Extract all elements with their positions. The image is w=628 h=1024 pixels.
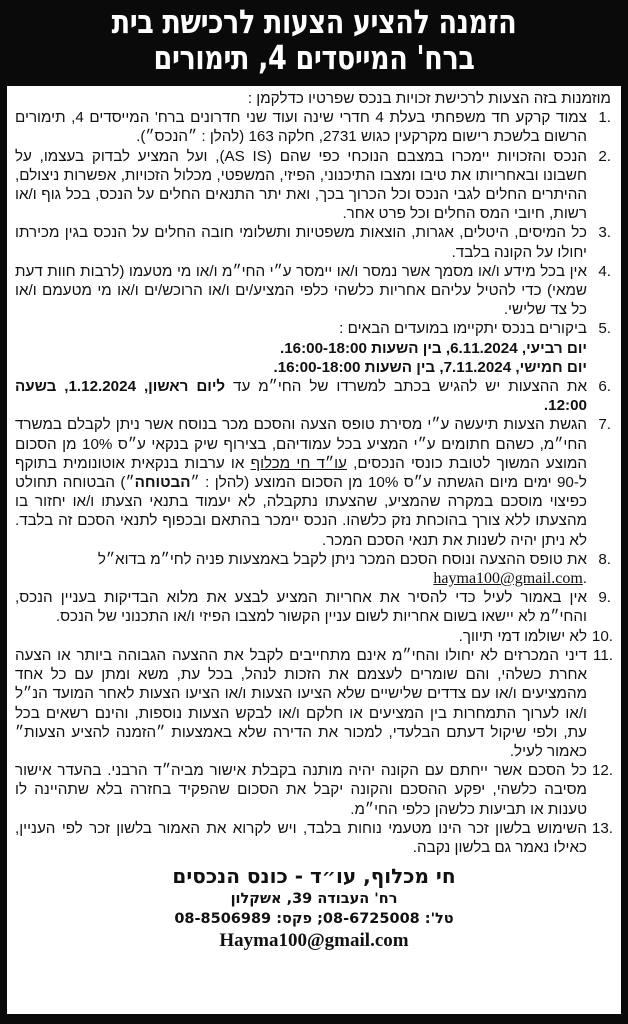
term-item-6	[15, 377, 613, 415]
term-item-9	[15, 588, 613, 626]
notice-header	[0, 0, 628, 86]
term-item-4	[15, 262, 613, 320]
item-text: הנכס והזכויות יימכרו במצבם הנוכחי כפי שהם (AS IS), ועל המציע לבדוק בעצמו, על חשבונו ובאחריותו את טיבו ומצבו התיכנוני, הפיזי, המשפטי, מכלול הזכויות, אפשרות ניצולם, ההיתרים החלים לגבי הנכס וכל הכרוך בכך, ואת יתר התנאים החלים על הנכס, בכל גוף ו/או רשות, חיובי המס החלים וכל פרט אחר.	[15, 147, 587, 223]
item-text: דיני המכרזים לא יחולו והחי״מ אינם מתחייבים לקבל את ההצעה הגבוהה ביותר או הצעה אחרת כשלהי, והם שומרים לעצמם את הזכות לנהל, בכל עת, משא ומתן עם כל אחד מהמציעים ו/או עם צדדים שלישיים שלא הציעו הצעות ו/או הציעו הצעות לאחר המועד הנ״ל ו/או לערוך התמחרות בין המציעים או חלקם ו/או לבקש הצעות נוספות, והינם רשאים בכל עת, ולפי שיקול דעתם הבלעדי, למכור את הדירה שלא באמצעות ״הזמנה להציע הצעות״ כאמור לעיל.	[15, 646, 587, 760]
notice-body	[7, 86, 621, 1014]
term-item-12	[15, 761, 613, 819]
deadline-text: ליום ראשון, 1.12.2024, בשעה 12:00.	[15, 378, 587, 415]
item-text: לא ישולמו דמי תיווך.	[458, 627, 587, 645]
item-number: 6.	[598, 378, 611, 396]
item-number: 1.	[598, 109, 611, 127]
item-text: כל הסכם אשר ייחתם עם הקונה יהיה מותנה בקבלת אישור מביה״ד הרבני. בהעדר אישור מסיבה כלשהי, יפקע ההסכם והקונה יקבל את הסכום שהפקיד בחזרה בלא שתהיינה לו טענות או תביעות כלשהן כלפי החי״מ.	[15, 762, 587, 818]
term-item-8	[15, 550, 613, 588]
contact-email-link[interactable]: hayma100@gmail.com	[433, 570, 583, 588]
item-number: 13.	[591, 819, 613, 837]
title-line-1: הזמנה להציע הצעות לרכישת בית	[111, 2, 517, 41]
item-text: את טופס ההצעה ונוסח הסכם המכר ניתן לקבל באמצעות פניה לחי״מ בדוא״ל	[97, 550, 587, 568]
item-number: 5.	[598, 320, 611, 338]
item-text: צמוד קרקע חד משפחתי בעלת 4 חדרי שינה ועוד שני חדרונים ברח' המייסדים 4, תימורים הרשום בלשכת רישום מקרקעין כגוש 2731, חלקה 163 (להלן : ״הנכס״).	[15, 109, 587, 146]
item-number: 10.	[591, 627, 613, 645]
item-number: 3.	[598, 224, 611, 242]
term-item-7	[15, 415, 613, 549]
visit-slot-1: יום רביעי, 6.11.2024, בין השעות 16:00-18:00.	[279, 339, 587, 357]
item-text: הגשת הצעות תיעשה ע״י מסירת טופס הצעה והסכם מכר בנוסח אשר ניתן לקבלם במשרד החי״מ, כשהם חתומים ע״י המציע בכל עמודיהם, בצירוף שיק בנקאי ע״ס 10% מן הסכום המוצע המשוך לטובת כונסי הנכסים,	[15, 416, 587, 472]
term-item-2	[15, 147, 613, 224]
item-number: 8.	[598, 550, 611, 568]
title-line-2: ברח' המייסדים 4, תימורים	[153, 38, 475, 77]
term-item-13	[15, 819, 613, 857]
term-item-10	[15, 627, 613, 646]
item-text: ביקורים בנכס יתקיימו במועדים הבאים :	[339, 320, 587, 338]
item-text: כל המיסים, היטלים, אגרות, הוצאות משפטיות ותשלומי חובה החלים על הנכס בגין מכירתו יחולו על הקונה בלבד.	[15, 224, 587, 261]
item-number: 7.	[598, 416, 611, 434]
intro-text: מוזמנות בזה הצעות לרכישת זכויות בנכס שפרטיו כדלקמן :	[247, 90, 611, 107]
term-item-1	[15, 108, 613, 146]
term-item-5	[15, 319, 613, 377]
item-number: 9.	[598, 589, 611, 607]
item-number: 11.	[593, 646, 613, 664]
signatory-address: רח' העבודה 39, אשקלון	[230, 891, 398, 908]
term-item-3	[15, 223, 613, 261]
item-text: השימוש בלשון זכר הינו מטעמי נוחות בלבד, ויש לקרוא את האמור בלשון זכר לפי העניין, כאילו נאמר גם בלשון נקבה.	[15, 819, 587, 856]
item-text: או ערבות בנקאית אוטונומית בתוקף ל-90 ימים מיום הגשתה ע״ס 10% מן הסכום המוצע (להלן : ״	[15, 454, 587, 492]
term-item-11	[15, 646, 613, 761]
payee-name: עו״ד חי מכלוף	[250, 454, 347, 472]
signatory-name: חי מכלוף, עו״ד - כונס הנכסים	[172, 864, 456, 889]
item-text: ״) הבטוחה תחולט כפיצוי מוסכם במקרה שהמציע, שהצעתו נתקבלה, לא יעמוד בתנאי הצעתו ו/או יחזור בו מהצעתו ללא צורך בהוכחת נזק כלשהו. הנכס יימכר בהתאם ובכפוף לתנאי הסכם זה בלבד. לא ניתן יהיה לשנות את תנאי הסכם המכר.	[15, 474, 587, 549]
guarantee-term: הבטוחה	[134, 474, 191, 492]
terms-list	[15, 108, 613, 857]
item-number: 2.	[598, 147, 611, 165]
signature-block	[15, 863, 613, 953]
item-text: אין בכל מידע ו/או מסמך אשר נמסר ו/או יימסר ע״י החי״מ ו/או מי מטעמו (לרבות חוות דעת שמאי) כדי להטיל עליהם אחריות כלשהי כלפי המציע/ים ו/או הרוכש/ים ו/או מי מטעמם ו/או כל צד שלישי.	[15, 262, 587, 319]
item-number: 4.	[598, 262, 611, 280]
visit-slot-2: יום חמישי, 7.11.2024, בין השעות 16:00-18:00.	[273, 358, 587, 376]
signatory-email[interactable]: Hayma100@gmail.com	[219, 930, 409, 952]
email-suffix: .	[582, 570, 587, 588]
item-text: את ההצעות יש להגיש בכתב למשרדו של החי״מ עד	[225, 378, 587, 396]
item-text: אין באמור לעיל כדי להסיר את אחריות המציע לבצע את מלוא הבדיקות בעניין הנכס, והחי״מ לא יישאו בשום אחריות לשום עניין הקשור למצבו הפיזי ו/או התכנוני של הנכס.	[15, 589, 587, 626]
signatory-phone-fax: טל': 08-6725008; פקס: 08-8506989	[174, 911, 454, 928]
item-number: 12.	[591, 762, 613, 780]
